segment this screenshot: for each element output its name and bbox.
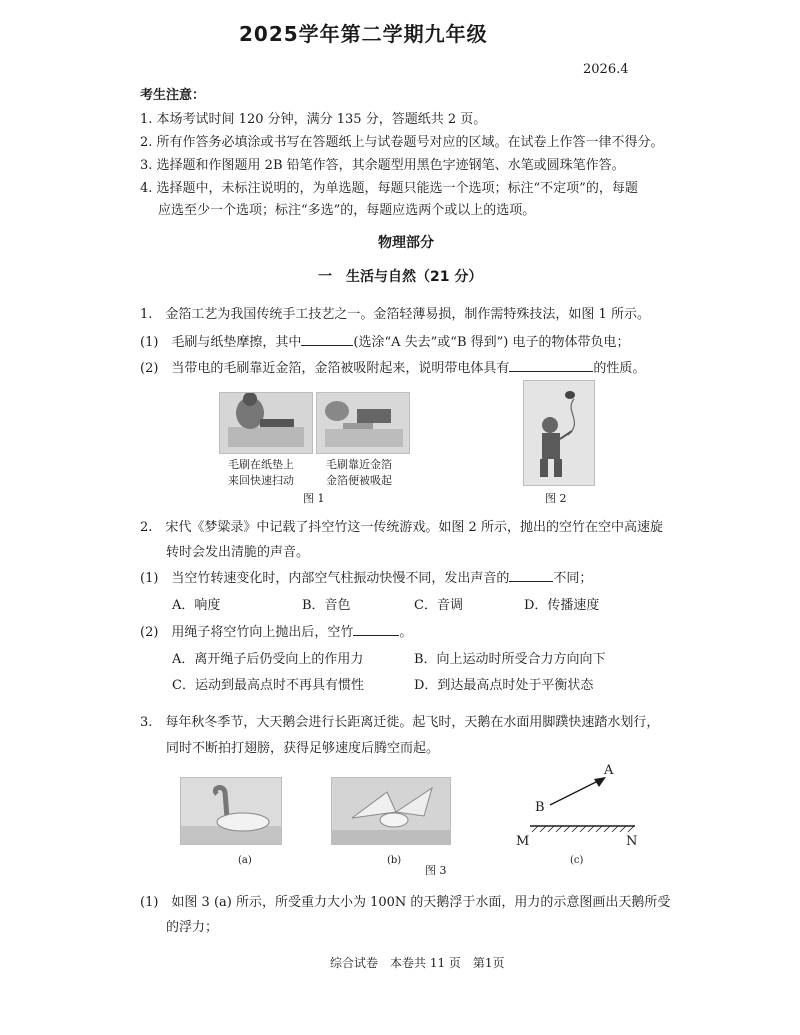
q2-part2-text-a: (2) 用绳子将空竹向上抛出后，空竹: [140, 625, 354, 640]
notice-item-4-cont: 应选至少一个选项；标注“多选”的，每题应选两个或以上的选项。: [158, 203, 536, 218]
point-label-m: M: [516, 834, 530, 849]
notice-item-1: 1. 本场考试时间 120 分钟，满分 135 分，答题纸共 2 页。: [140, 112, 487, 127]
figure-1-photo-left: [219, 392, 313, 454]
q2-part1-text-b: 不同；: [553, 571, 593, 586]
subject-heading: 物理部分: [378, 235, 434, 251]
q1-part1: [140, 331, 630, 350]
notice-item-2: 2. 所有作答务必填涂或书写在答题纸上与试卷题号对应的区域。在试卷上作答一律不得分。: [140, 135, 664, 150]
q2-stem-line-1: 2. 宋代《梦粱录》中记载了抖空竹这一传统游戏。如图 2 所示，抛出的空竹在空中高速旋: [140, 520, 663, 535]
point-label-n: N: [626, 834, 638, 849]
q1-part1-text-b: (选涂“A 失去”或“B 得到”) 电子的物体带负电；: [353, 335, 630, 350]
q2-part1-text-a: (1) 当空竹转速变化时，内部空气柱振动快慢不同，发出声音的: [140, 571, 510, 586]
q2-stem-line-2: 转时会发出清脆的声音。: [166, 545, 310, 560]
fig1-label: 图 1: [303, 492, 325, 505]
fig1-caption-left-2: 来回快速扫动: [228, 474, 294, 487]
diabolo-player-image: [524, 381, 594, 485]
page-footer: 综合试卷 本卷共 11 页 第1页: [330, 956, 505, 970]
notice-heading: 考生注意：: [140, 88, 206, 103]
q2-p1-option-c[interactable]: C．音调: [414, 598, 463, 613]
fig3-label: 图 3: [425, 864, 447, 877]
notice-item-4: 4. 选择题中，未标注说明的，为单选题，每题只能选一个选项；标注“不定项”的，每题: [140, 181, 638, 196]
figure-1-photo-right: [316, 392, 410, 454]
q1-part2-text-b: 的性质。: [593, 361, 646, 376]
figure-3a-photo: [180, 777, 282, 845]
q2-p2-option-a[interactable]: A．离开绳子后仍受向上的作用力: [172, 652, 364, 667]
answer-blank[interactable]: [509, 569, 553, 582]
q2-p1-option-b[interactable]: B．音色: [302, 598, 351, 613]
q3-stem-line-2: 同时不断拍打翅膀，获得足够速度后腾空而起。: [166, 741, 440, 756]
q1-part1-text-a: (1) 毛刷与纸垫摩擦，其中: [140, 335, 302, 350]
answer-blank[interactable]: [509, 359, 593, 372]
q2-p2-option-b[interactable]: B．向上运动时所受合力方向向下: [414, 652, 606, 667]
point-label-b: B: [535, 800, 545, 815]
fig3a-label: (a): [238, 855, 252, 866]
swan-taking-off-image: [332, 778, 450, 844]
answer-blank[interactable]: [301, 333, 353, 346]
section-heading: 一 生活与自然（21 分）: [318, 269, 483, 285]
q2-p2-option-c[interactable]: C．运动到最高点时不再具有惯性: [172, 678, 364, 693]
force-arrow-line: [550, 780, 600, 805]
q3-part1-line-1: (1) 如图 3 (a) 所示，所受重力大小为 100N 的天鹅浮于水面，用力的示意图画出天鹅所受: [140, 895, 671, 910]
fig1-caption-right-2: 金箔便被吸起: [326, 474, 392, 487]
q2-part1: [140, 567, 592, 586]
q2-p1-option-d[interactable]: D．传播速度: [524, 598, 600, 613]
fig3c-label: (c): [570, 855, 584, 866]
exam-date: 2026.4: [583, 62, 629, 77]
q3-part1-line-2: 的浮力；: [166, 920, 219, 935]
brush-lifting-gold-leaf-image: [317, 393, 409, 453]
notice-item-3: 3. 选择题和作图题用 2B 铅笔作答，其余题型用黑色字迹钢笔、水笔或圆珠笔作答。: [140, 158, 625, 173]
q2-p1-option-a[interactable]: A．响度: [172, 598, 221, 613]
q1-part2-text-a: (2) 当带电的毛刷靠近金箔，金箔被吸附起来，说明带电体具有: [140, 361, 510, 376]
fig2-label: 图 2: [545, 492, 567, 505]
q2-part2-text-b: 。: [399, 625, 413, 640]
fig1-caption-left-1: 毛刷在纸垫上: [228, 458, 294, 471]
fig3b-label: (b): [387, 855, 402, 866]
surface-hatching: [532, 826, 634, 832]
q2-p2-option-d[interactable]: D．到达最高点时处于平衡状态: [414, 678, 594, 693]
figure-2-photo: [523, 380, 595, 486]
point-label-a: A: [604, 763, 614, 778]
q2-part2: [140, 621, 412, 640]
fig1-caption-right-1: 毛刷靠近金箔: [326, 458, 392, 471]
exam-title: 2025学年第二学期九年级: [239, 22, 488, 46]
q3-stem-line-1: 3. 每年秋冬季节，大天鹅会进行长距离迁徙。起飞时，天鹅在水面用脚蹼快速踏水划行，: [140, 715, 660, 730]
figure-3b-photo: [331, 777, 451, 845]
q1-stem: 1. 金箔工艺为我国传统手工技艺之一。金箔轻薄易损，制作需特殊技法，如图 1 所示。: [140, 307, 650, 322]
swan-floating-image: [181, 778, 281, 844]
q1-part2: [140, 357, 645, 376]
answer-blank[interactable]: [353, 623, 399, 636]
brush-sweeping-image: [220, 393, 312, 453]
